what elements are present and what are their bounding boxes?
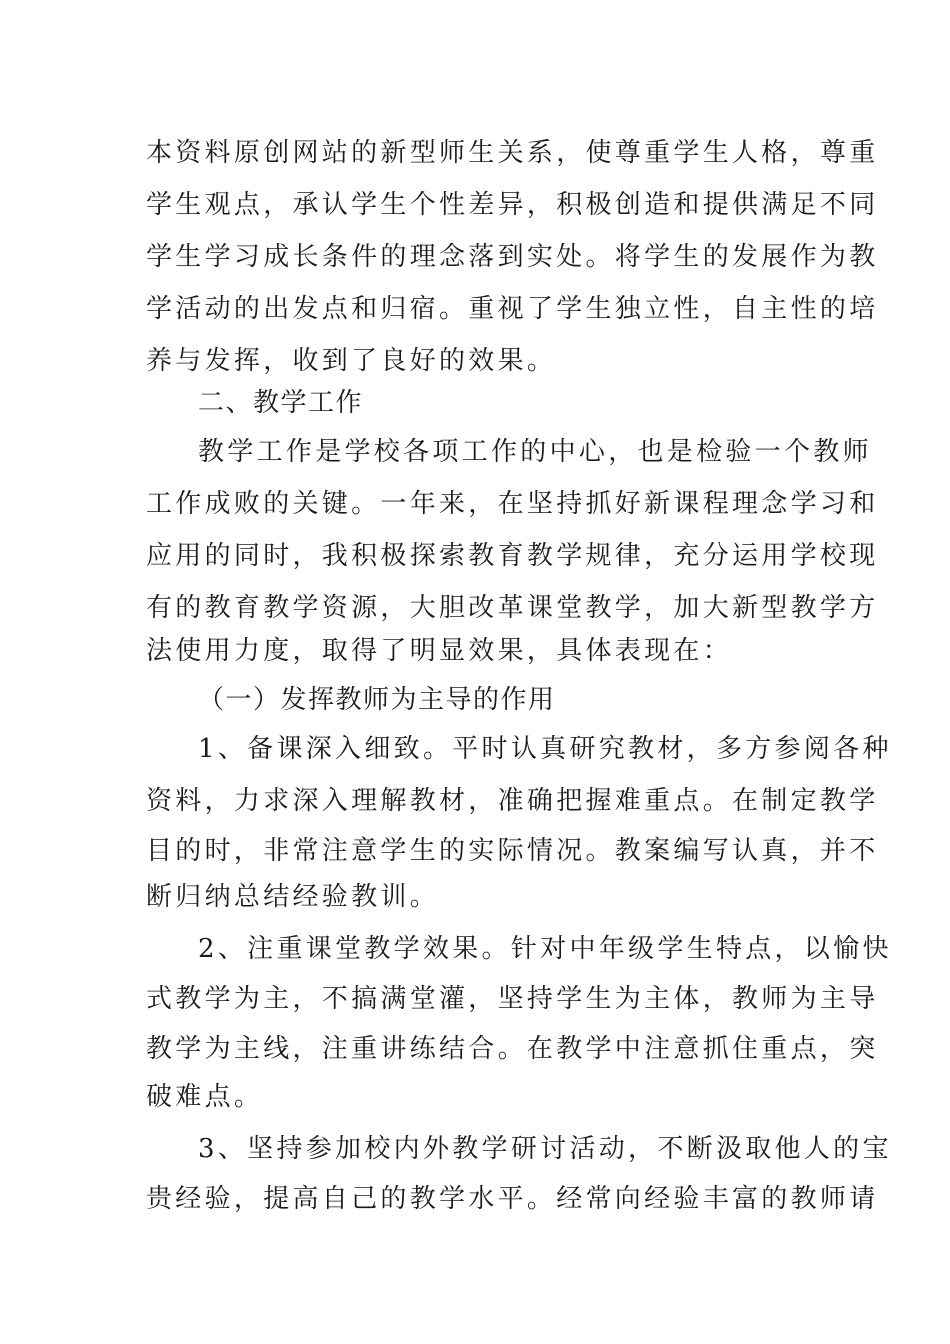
paragraph-line: 贵经验，提高自己的教学水平。经常向经验丰富的教师请 xyxy=(146,1184,879,1214)
section-heading: 二、教学工作 xyxy=(198,388,364,418)
paragraph-line: 学生观点，承认学生个性差异，积极创造和提供满足不同 xyxy=(146,190,879,220)
paragraph-line: 破难点。 xyxy=(146,1082,264,1112)
paragraph-line: 教学为主线，注重讲练结合。在教学中注意抓住重点，突 xyxy=(146,1034,879,1064)
subsection-heading: （一）发挥教师为主导的作用 xyxy=(198,685,556,715)
paragraph-line: 法使用力度，取得了明显效果，具体表现在： xyxy=(146,636,733,666)
paragraph-line: 应用的同时，我积极探索教育教学规律，充分运用学校现 xyxy=(146,541,879,571)
paragraph-line: 学生学习成长条件的理念落到实处。将学生的发展作为教 xyxy=(146,242,879,272)
paragraph-line: 3、坚持参加校内外教学研讨活动，不断汲取他人的宝 xyxy=(198,1134,892,1164)
paragraph-line: 断归纳总结经验教训。 xyxy=(146,882,440,912)
paragraph-line: 2、注重课堂教学效果。针对中年级学生特点，以愉快 xyxy=(198,934,892,964)
paragraph-line: 学活动的出发点和归宿。重视了学生独立性，自主性的培 xyxy=(146,294,879,324)
paragraph-line: 目的时，非常注意学生的实际情况。教案编写认真，并不 xyxy=(146,836,879,866)
paragraph-line: 工作成败的关键。一年来，在坚持抓好新课程理念学习和 xyxy=(146,489,879,519)
paragraph-line: 资料，力求深入理解教材，准确把握难重点。在制定教学 xyxy=(146,786,879,816)
paragraph-line: 本资料原创网站的新型师生关系，使尊重学生人格，尊重 xyxy=(146,138,879,168)
paragraph-line: 1、备课深入细致。平时认真研究教材，多方参阅各种 xyxy=(198,734,892,764)
paragraph-line: 教学工作是学校各项工作的中心，也是检验一个教师 xyxy=(198,437,872,467)
paragraph-line: 养与发挥，收到了良好的效果。 xyxy=(146,346,557,376)
paragraph-line: 有的教育教学资源，大胆改革课堂教学，加大新型教学方 xyxy=(146,593,879,623)
paragraph-line: 式教学为主，不搞满堂灌，坚持学生为主体，教师为主导 xyxy=(146,984,879,1014)
